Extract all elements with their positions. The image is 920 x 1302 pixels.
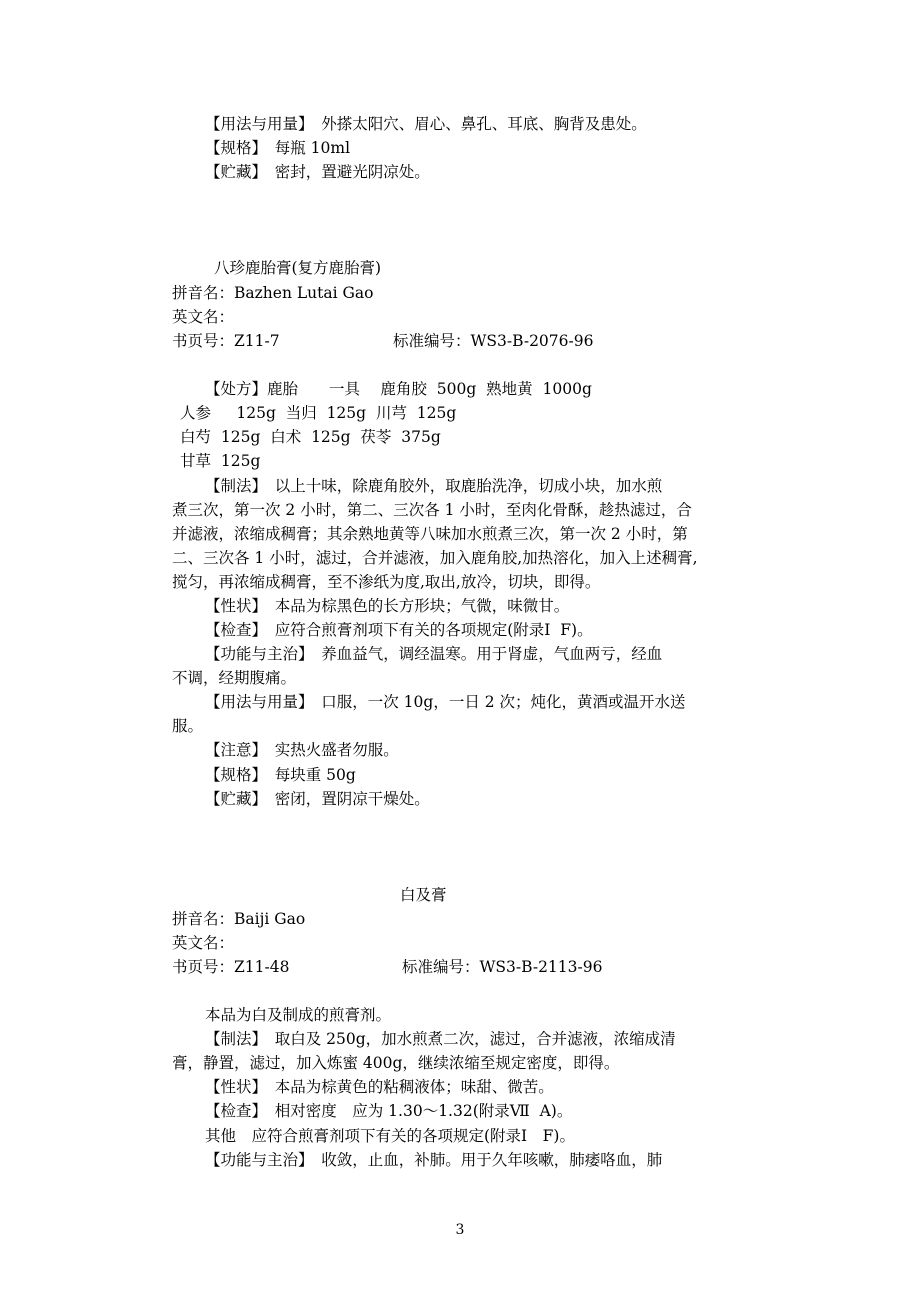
baiji-standard-no: 标准编号：WS3-B-2113-96 [402,958,603,976]
bazhen-book-page: 书页号：Z11-7 [172,332,280,350]
baiji-inspection: 【检查】 相对密度 应为 1.30～1.32(附录Ⅶ A)。 [205,1102,573,1120]
baiji-book-page: 书页号：Z11-48 [172,958,290,976]
bazhen-function-line: 【功能与主治】 养血益气，调经温寒。用于肾虚，气血两亏，经血 [205,645,663,663]
storage-line: 【贮藏】 密封，置避光阴凉处。 [205,163,430,181]
bazhen-method-line: 并滤液，浓缩成稠膏；其余熟地黄等八味加水煎煮三次，第一次 2 小时，第 [172,525,688,543]
bazhen-standard-no: 标准编号：WS3-B-2076-96 [393,332,594,350]
bazhen-formula-line: 【处方】鹿胎 一具 鹿角胶 500g 熟地黄 1000g [205,380,592,398]
bazhen-formula-line: 白芍 125g 白术 125g 茯苓 375g [180,428,441,446]
bazhen-title: 八珍鹿胎膏(复方鹿胎膏) [214,259,382,277]
baiji-method-line: 【制法】 取白及 250g，加水煎煮二次，滤过，合并滤液，浓缩成清 [205,1030,676,1048]
bazhen-pinyin: 拼音名：Bazhen Lutai Gao [172,284,374,302]
bazhen-inspection: 【检查】 应符合煎膏剂项下有关的各项规定(附录Ⅰ F)。 [205,621,593,639]
bazhen-english: 英文名： [172,308,235,326]
usage-line: 【用法与用量】 外搽太阳穴、眉心、鼻孔、耳底、胸背及患处。 [205,115,647,133]
baiji-method-line: 膏，静置，滤过，加入炼蜜 400g，继续浓缩至规定密度，即得。 [172,1054,620,1072]
bazhen-method-line: 二、三次各 1 小时，滤过，合并滤液，加入鹿角胶,加热溶化，加入上述稠膏, [172,549,698,567]
baiji-intro: 本品为白及制成的煎膏剂。 [205,1006,392,1024]
baiji-pinyin: 拼音名：Baiji Gao [172,910,306,928]
bazhen-usage-line: 服。 [172,717,204,735]
baiji-function-line: 【功能与主治】 收敛，止血，补肺。用于久年咳嗽，肺痿咯血，肺 [205,1151,663,1169]
bazhen-function-line: 不调，经期腹痛。 [172,669,297,687]
bazhen-caution: 【注意】 实热火盛者勿服。 [205,741,399,759]
bazhen-spec: 【规格】 每块重 50g [205,766,356,784]
baiji-title: 白及膏 [400,886,447,904]
bazhen-method-line: 搅匀，再浓缩成稠膏，至不渗纸为度,取出,放冷，切块，即得。 [172,573,601,591]
bazhen-usage-line: 【用法与用量】 口服，一次 10g，一日 2 次；炖化，黄酒或温开水送 [205,693,686,711]
baiji-character: 【性状】 本品为棕黄色的粘稠液体；味甜、微苦。 [205,1078,554,1096]
bazhen-storage: 【贮藏】 密闭，置阴凉干燥处。 [205,790,430,808]
baiji-english: 英文名： [172,934,235,952]
bazhen-character: 【性状】 本品为棕黑色的长方形块；气微，味微甘。 [205,597,570,615]
page-number: 3 [455,1222,465,1238]
spec-line: 【规格】 每瓶 10ml [205,139,351,157]
baiji-other: 其他 应符合煎膏剂项下有关的各项规定(附录Ⅰ F)。 [205,1127,575,1145]
bazhen-method-line: 煮三次，第一次 2 小时，第二、三次各 1 小时，至肉化骨酥，趁热滤过，合 [172,501,692,519]
bazhen-method-line: 【制法】 以上十味，除鹿角胶外，取鹿胎洗净，切成小块，加水煎 [205,477,663,495]
bazhen-formula-line: 甘草 125g [180,452,261,470]
bazhen-formula-line: 人参 125g 当归 125g 川芎 125g [180,404,457,422]
